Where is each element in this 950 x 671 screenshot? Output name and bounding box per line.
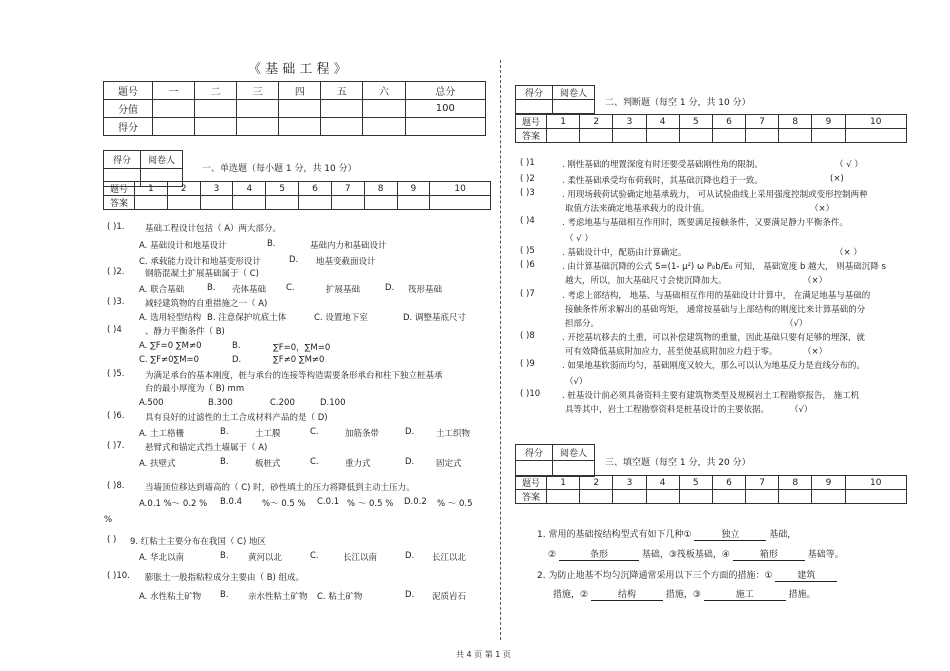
st-r1-cell: 三 [237,82,279,100]
answer-cell[interactable] [746,129,779,143]
question-text: D. [289,255,299,265]
question-text: 亲水性粘土矿物 [248,592,308,602]
s3-nums-cell: 4 [646,476,679,490]
fill-question-1-line2: ② 条形 基础，③筏板基础，④ 箱形 基础等。 [548,547,844,561]
s1-nums-cell: 4 [233,182,266,196]
question-text: A. 扶壁式 [139,459,176,469]
st-r1-cell: 六 [363,82,405,100]
st-r2-cell[interactable] [321,100,363,118]
s2-nums-cell: 9 [812,115,845,129]
item-text: . 刚性基础的埋置深度有时还要受基础刚性角的限制。 [562,160,763,170]
answer-cell[interactable] [613,490,646,504]
st-r1-cell: 四 [279,82,321,100]
s1-nums-cell: 题号 [104,182,135,196]
s3-nums-cell: 6 [712,476,745,490]
answer-label: 答案 [516,129,547,143]
answer-cell[interactable] [200,196,233,210]
question-text: B. 注意保护坑底土体 [207,313,287,323]
question-text: 台的最小厚度为（ B) mm [145,384,245,394]
st-r2-cell: 100 [405,100,485,118]
question-text: A. 基础设计和地基设计 [139,241,227,251]
question-text: 加筋条带 [345,429,380,439]
item-number: ( )1 [520,158,535,168]
grader-reviewer-label: 阅卷人 [553,86,595,100]
grader-score-label: 得分 [516,86,553,100]
question-text: C. 设置地下室 [314,313,368,323]
item-answer: (×) [830,174,844,184]
fill-answer[interactable]: 建筑 [775,568,837,582]
item-text: . 用现场载荷试验确定地基承载力， 可从试验曲线上采用强度控制或变形控制两种 [562,190,868,200]
answer-cell[interactable] [712,490,745,504]
section3-title: 三、填空题（每空 1 分，共 20 分） [605,458,751,468]
answer-cell[interactable] [746,490,779,504]
answer-cell[interactable] [812,490,845,504]
fill-answer[interactable]: 结构 [591,587,663,601]
question-text: C. ∑F≠0∑M=0 [139,355,200,365]
question-text: A. ∑F=0 ∑M≠0 [139,341,202,351]
item-text: . 由计算基础沉降的公式 S=(1- μ²) ω P₀b/E₀ 可知， 基础宽度 b 越大， 则基础沉降 s [562,262,886,272]
st-r1-cell: 五 [321,82,363,100]
grader-score-cell[interactable] [516,100,553,114]
st-r3-cell[interactable] [363,118,405,136]
question-number: ( )4 [107,325,122,335]
fill-answer[interactable]: 箱形 [733,547,805,561]
st-r2-cell[interactable] [363,100,405,118]
answer-cell[interactable] [646,129,679,143]
answer-cell[interactable] [364,196,397,210]
item-text: . 如果地基软弱而均匀，基础刚度又较大，那么可以认为地基反力是直线分布的。 [562,361,865,371]
item-number: ( )7 [520,289,535,299]
st-r3-cell[interactable] [237,118,279,136]
question-number: ( )5. [107,369,125,379]
page-title: 《 基 础 工 程 》 [248,62,347,77]
answer-cell[interactable] [580,129,613,143]
s3-nums-cell: 10 [845,476,906,490]
item-answer: （√） [790,405,813,415]
question-text: A. 土工格栅 [139,429,185,439]
s1-nums-cell: 9 [397,182,430,196]
s2-nums-cell: 2 [580,115,613,129]
question-text: D. [405,590,415,600]
answer-cell[interactable] [712,129,745,143]
s2-nums-cell: 题号 [516,115,547,129]
question-text: B.300 [208,398,233,408]
question-text: D. [405,457,415,467]
s1-nums-cell: 1 [135,182,168,196]
question-text: B. [220,551,229,561]
question-text: 土工膜 [255,429,281,439]
item-text: . 桩基设计前必须具备资料主要有建筑物类型及规模岩土工程勘察报告， 施工机 [562,391,860,401]
question-text: B. [267,239,276,249]
item-text: . 基础设计中，配筋由计算确定。 [562,248,687,258]
s1-nums-cell: 6 [299,182,332,196]
answer-cell[interactable] [580,490,613,504]
question-number: ( )6. [107,411,125,421]
question-text: 悬臂式和锚定式挡土墙属于（ A) [145,443,268,453]
item-answer: （×） [803,347,828,357]
s2-nums-cell: 10 [845,115,906,129]
grader-score-label: 得分 [104,151,141,169]
question-text: 、静力平衡条件（ B) [145,327,225,337]
item-number: ( )4 [520,216,535,226]
question-text: 钢筋混凝土扩展基础属于（ C) [145,269,259,279]
answer-cell[interactable] [845,490,906,504]
question-text: D.100 [320,398,346,408]
question-number: ( )7. [107,441,125,451]
fold-line [500,60,501,640]
question-text: 基础工程设计包括（ A）两大部分。 [145,224,282,234]
fill-question-2-line2: 措施，② 结构 措施，③ 施工 措施。 [553,587,816,601]
question-text: 重力式 [345,459,371,469]
page-footer: 共 4 页 第 1 页 [456,650,511,659]
question-text: C. [310,457,319,467]
s1-nums-cell: 8 [364,182,397,196]
answer-cell[interactable] [430,196,491,210]
fill-answer[interactable]: 独立 [694,527,766,541]
question-text: C. 承载能力设计和地基变形设计 [139,257,261,267]
question-text: D. [405,551,415,561]
s3-nums-cell: 7 [746,476,779,490]
item-answer: （ √ ） [835,160,863,170]
item-text: 接触条件所求解出的基础弯矩， 通常按基础与上部结构的刚度比来计算基础的分 [565,305,866,315]
answer-cell[interactable] [167,196,200,210]
item-answer: （×） [810,204,835,214]
item-number: ( )6 [520,260,535,270]
st-r2-cell[interactable] [153,100,195,118]
section2-answer-table [515,114,907,143]
answer-cell[interactable] [646,490,679,504]
question-text: 9. 红粘土主要分布在我国（ C) 地区 [130,537,266,547]
question-text: D.0.2 [404,497,427,507]
question-text: B. [220,427,229,437]
grader-box-2 [515,85,595,114]
st-r3-cell[interactable] [153,118,195,136]
answer-cell[interactable] [266,196,299,210]
s3-nums-cell: 5 [679,476,712,490]
fill-answer[interactable]: 施工 [704,587,786,601]
section1-answer-table [103,181,491,210]
question-text: 土工织物 [436,429,471,439]
question-text: 地基变截面设计 [316,257,376,267]
s1-nums-cell: 3 [200,182,233,196]
st-r1-cell: 题号 [104,82,153,100]
st-r2-cell[interactable] [195,100,237,118]
item-answer: （√） [785,319,808,329]
item-number: ( )3 [520,188,535,198]
question-text: A. 水性粘土矿物 [139,592,202,602]
s2-nums-cell: 4 [646,115,679,129]
answer-cell[interactable] [812,129,845,143]
s1-nums-cell: 2 [167,182,200,196]
question-text: A.0.1 %～ 0.2 % [139,499,208,509]
question-text: %～ 0.5 % [262,499,306,509]
question-text: B. [220,590,229,600]
fill-answer[interactable]: 条形 [559,547,639,561]
question-text: 长江以北 [432,553,467,563]
st-r1-cell: 一 [153,82,195,100]
score-table [103,81,486,136]
answer-cell[interactable] [233,196,266,210]
answer-cell[interactable] [779,129,812,143]
item-text: （√） [565,377,588,387]
question-text: B. [207,283,216,293]
s3-nums-cell: 2 [580,476,613,490]
question-text: 膨胀土一般指粘粒成分主要由（ B) 组成。 [145,573,305,583]
question-text: C. 粘土矿物 [317,592,363,602]
st-r1-cell: 二 [195,82,237,100]
answer-cell[interactable] [397,196,430,210]
question-text: 具有良好的过滤性的土工合成材料产品的是（ D) [145,413,328,423]
fill-question-2-line1: 2. 为防止地基不均匀沉降通常采用以下三个方面的措施：① 建筑 [537,568,837,582]
question-text: A.500 [139,398,164,408]
question-text: 壳体基础 [232,285,267,295]
section3-answer-table [515,475,907,504]
question-text: B.0.4 [220,497,243,507]
item-number: ( )8 [520,331,535,341]
question-text: 板桩式 [255,459,281,469]
s2-nums-cell: 7 [746,115,779,129]
question-text: C.200 [270,398,295,408]
question-text: ∑F≠0 ∑M≠0 [273,355,325,365]
question-text: C. [286,283,295,293]
item-number: ( )5 [520,246,535,256]
question-text: A. 选用轻型结构 [139,313,202,323]
section1-title: 一、单选题（每小题 1 分，共 10 分） [202,164,357,174]
answer-cell[interactable] [613,129,646,143]
item-text: 担部分。 [565,319,600,329]
question-number: ( )3. [107,297,125,307]
question-text: B. [220,457,229,467]
question-text: % ～ 0.5 % [347,499,394,509]
st-r3-cell[interactable] [279,118,321,136]
s2-nums-cell: 8 [779,115,812,129]
question-number: ( )10. [107,571,130,581]
answer-cell[interactable] [679,490,712,504]
answer-label: 答案 [104,196,135,210]
question-number: ( ) [107,535,117,545]
answer-cell[interactable] [845,129,906,143]
answer-cell[interactable] [331,196,364,210]
st-r2-cell[interactable] [237,100,279,118]
question-text: 长江以南 [343,553,378,563]
question-text: 泥质岩石 [432,592,467,602]
answer-cell[interactable] [547,129,580,143]
s2-nums-cell: 6 [712,115,745,129]
s1-nums-cell: 7 [331,182,364,196]
question-number: ( )1. [107,222,125,232]
s2-nums-cell: 3 [613,115,646,129]
st-r3-cell[interactable] [195,118,237,136]
answer-label: 答案 [516,490,547,504]
s3-nums-cell: 8 [779,476,812,490]
answer-cell[interactable] [299,196,332,210]
item-text: . 开挖基坑移去的土重，可以补偿建筑物的重量，因此基础只要有足够的埋深，就 [562,333,865,343]
s3-nums-cell: 3 [613,476,646,490]
question-text: 扩展基础 [326,285,361,295]
st-r3-cell[interactable] [321,118,363,136]
question-number: ( )2. [107,267,125,277]
s2-nums-cell: 5 [679,115,712,129]
answer-cell[interactable] [135,196,168,210]
question-text: 固定式 [436,459,462,469]
question-text: C.0.1 [317,497,340,507]
question-number: % [104,515,113,525]
answer-cell[interactable] [679,129,712,143]
s3-nums-cell: 题号 [516,476,547,490]
st-r3-cell: 得分 [104,118,153,136]
item-number: ( )2 [520,174,535,184]
s1-nums-cell: 10 [430,182,491,196]
grader-reviewer-label: 阅卷人 [553,445,595,461]
item-text: 越大，所以，加大基础尺寸会使沉降加大。 [565,276,727,286]
s3-nums-cell: 1 [547,476,580,490]
item-text: 具等其中，岩土工程勘察资料是桩基设计的主要依据。 [565,405,770,415]
question-text: 筏形基础 [408,285,443,295]
s2-nums-cell: 1 [547,115,580,129]
st-r2-cell[interactable] [279,100,321,118]
answer-cell[interactable] [779,490,812,504]
question-text: 为满足承台的基本刚度，桩与承台的连接等构造需要条形承台和柱下独立桩基承 [145,371,443,381]
item-text: . 考虑上部结构， 地基、与基础相互作用的基础设计计算中， 在满足地基与基础的 [562,291,871,301]
question-text: D. [385,283,395,293]
item-answer: （×） [803,276,828,286]
item-text: 可有效降低基底附加应力，甚至使基底附加应力趋于零。 [565,347,778,357]
question-text: C. [310,427,319,437]
item-text: 取值方法来确定地基承载力的设计值。 [565,204,710,214]
st-r2-cell: 分值 [104,100,153,118]
grader-score-label: 得分 [516,445,553,461]
st-r3-cell[interactable] [405,118,485,136]
item-text: （ √ ） [565,234,593,244]
question-text: 减轻建筑物的自重措施之一（ A) [145,299,268,309]
s3-nums-cell: 9 [812,476,845,490]
question-text: % ～ 0.5 [437,499,473,509]
question-text: C. [310,551,319,561]
section2-title: 二、判断题（每空 1 分，共 10 分） [605,98,751,108]
question-text: D. 调整基底尺寸 [403,313,466,323]
question-text: ∑F=0，∑M=0 [273,343,331,353]
s1-nums-cell: 5 [266,182,299,196]
grader-reviewer-label: 阅卷人 [141,151,183,169]
grader-reviewer-cell[interactable] [553,100,595,114]
fill-question-1-line1: 1. 常用的基础按结构型式有如下几种① 独立 基础， [537,527,796,541]
grader-box-3 [515,444,595,477]
question-text: D. [405,427,415,437]
answer-cell[interactable] [547,490,580,504]
question-text: A. 联合基础 [139,285,185,295]
question-number: ( )8. [107,481,125,491]
question-text: 基础内力和基础设计 [310,241,387,251]
item-answer: （× ） [835,248,862,258]
item-number: ( )10 [520,389,541,399]
item-text: . 柔性基础承受均布荷载时，其基础沉降也趋于一致。 [562,176,763,186]
item-text: . 考虑地基与基础相互作用时，既要满足接触条件，又要满足静力平衡条件。 [562,218,848,228]
item-number: ( )9 [520,359,535,369]
question-text: A. 华北以南 [139,553,185,563]
question-text: 当墙顶位移达到墙高的（ C) 时，砂性填土的压力将降低到主动土压力。 [145,483,415,493]
question-text: B. [232,341,241,351]
st-r1-cell: 总分 [405,82,485,100]
question-text: D. [232,355,242,365]
question-text: 黄河以北 [248,553,283,563]
